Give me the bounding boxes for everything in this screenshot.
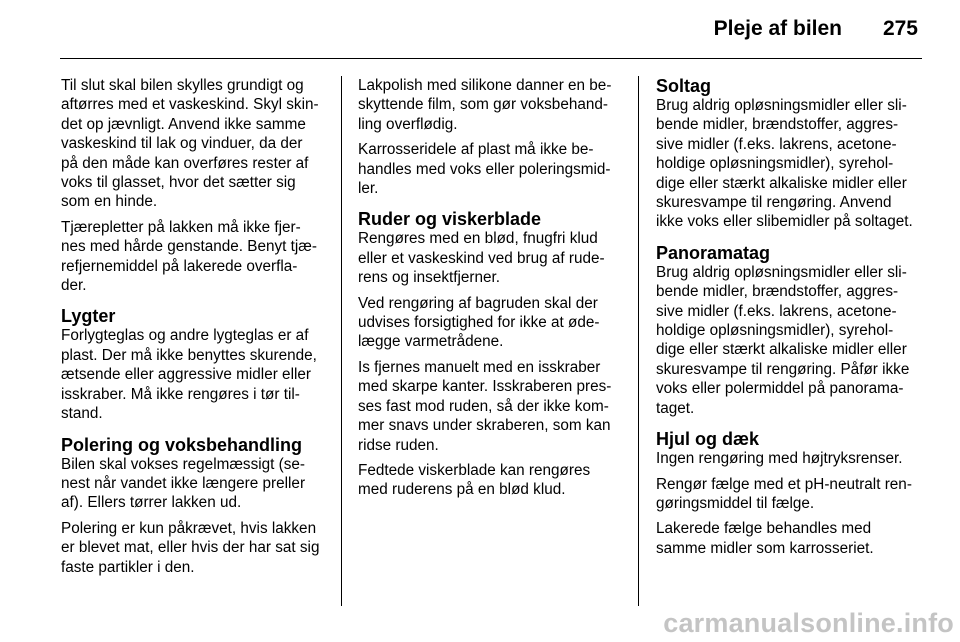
- text-line: Lakerede fælge behandles med: [656, 520, 872, 538]
- text-line: dige eller stærkt alkaliske midler eller: [656, 341, 907, 359]
- text-line: er blevet mat, eller hvis der har sat sig: [61, 539, 320, 557]
- text-line: sive midler (f.eks. lakrens, acetone-: [656, 302, 897, 320]
- text-line: med skarpe kanter. Isskraberen pres-: [358, 378, 612, 396]
- section-heading: Lygter: [61, 306, 116, 327]
- paragraph: [61, 76, 329, 212]
- paragraph: [358, 294, 625, 352]
- section-heading: Ruder og viskerblade: [358, 209, 542, 230]
- text-line: med ruderens på en blød klud.: [358, 481, 566, 499]
- text-line: bende midler, brændstoffer, aggres-: [656, 116, 899, 134]
- text-line: vaskeskind til lak og vinduer, da der: [61, 135, 303, 153]
- section-heading: Panoramatag: [656, 242, 771, 263]
- text-line: Bilen skal vokses regelmæssigt (se-: [61, 455, 305, 473]
- section-heading: Hjul og dæk: [656, 429, 759, 450]
- paragraph: [61, 519, 329, 577]
- paragraph: [61, 455, 329, 513]
- text-line: Til slut skal bilen skylles grundigt og: [61, 77, 304, 94]
- text-line: ler.: [358, 180, 379, 198]
- text-line: rens og insektfjerner.: [358, 269, 500, 287]
- text-line: Fedtede viskerblade kan rengøres: [358, 461, 591, 479]
- text-line: plast. Der må ikke benyttes skurende,: [61, 346, 317, 364]
- text-line: stand.: [61, 405, 103, 423]
- text-line: Ved rengøring af bagruden skal der: [358, 294, 598, 312]
- text-line: taget.: [656, 399, 695, 417]
- text-line: holdige opløsningsmidler), syrehol-: [656, 155, 894, 173]
- text-line: sive midler (f.eks. lakrens, acetone-: [656, 135, 897, 153]
- text-line: Lakpolish med silikone danner en be-: [358, 77, 612, 94]
- section-heading: Polering og voksbehandling: [61, 434, 303, 455]
- text-line: Karrosseridele af plast må ikke be-: [358, 141, 594, 159]
- text-line: som en hinde.: [61, 193, 158, 211]
- text-line: Brug aldrig opløsningsmidler eller sli-: [656, 97, 907, 114]
- text-line: nes med hårde genstande. Benyt tjæ-: [61, 238, 317, 256]
- text-line: ætsende eller aggressive midler eller: [61, 366, 311, 384]
- column-2: [358, 76, 625, 506]
- text-line: eller et vaskeskind ved brug af rude-: [358, 249, 605, 267]
- text-line: af). Ellers tørrer lakken ud.: [61, 494, 242, 512]
- text-line: Tjærepletter på lakken må ikke fjer-: [61, 218, 301, 236]
- text-line: nest når vandet ikke længere preller: [61, 474, 306, 492]
- text-line: ikke voks eller slibemidler på soltaget.: [656, 213, 913, 231]
- text-line: aftørres med et vaskeskind. Skyl skin-: [61, 96, 319, 114]
- paragraph: [358, 358, 625, 455]
- text-line: voks eller polermiddel på panorama-: [656, 380, 904, 398]
- page-number: 275: [882, 17, 918, 40]
- text-line: skuresvampe til rengøring. Anvend: [656, 194, 892, 212]
- column-divider-2: [638, 76, 639, 606]
- paragraph: [656, 96, 924, 232]
- header-divider: [60, 58, 922, 59]
- text-line: Rengør fælge med et pH-neutralt ren-: [656, 475, 912, 493]
- text-line: holdige opløsningsmidler), syrehol-: [656, 322, 894, 340]
- text-line: Ingen rengøring med højtryksrenser.: [656, 450, 903, 468]
- paragraph: [358, 461, 625, 500]
- column-divider-1: [341, 76, 342, 606]
- text-line: det op jævnligt. Anvend ikke samme: [61, 115, 306, 133]
- text-line: gøringsmiddel til fælge.: [656, 494, 815, 512]
- text-line: mer snavs under skraberen, som kan: [358, 417, 611, 435]
- text-line: dige eller stærkt alkaliske midler eller: [656, 174, 907, 192]
- text-line: Is fjernes manuelt med en isskraber: [358, 358, 601, 376]
- text-line: på den måde kan overføres rester af: [61, 154, 309, 172]
- column-1: [61, 76, 329, 583]
- text-line: ridse ruden.: [358, 436, 439, 454]
- text-line: voks til glasset, hvor det sætter sig: [61, 174, 296, 192]
- watermark: carmanualsonline.info: [663, 608, 954, 638]
- text-line: isskraber. Må ikke rengøres i tør til-: [61, 385, 300, 403]
- text-line: lægge varmetrådene.: [358, 333, 504, 351]
- paragraph: [656, 519, 924, 558]
- paragraph: [61, 218, 329, 296]
- text-line: handles med voks eller poleringsmid-: [358, 160, 611, 178]
- paragraph: [61, 326, 329, 423]
- paragraph: [656, 475, 924, 514]
- paragraph: [656, 449, 924, 468]
- text-line: samme midler som karrosseriet.: [656, 539, 874, 557]
- text-line: bende midler, brændstoffer, aggres-: [656, 283, 899, 301]
- text-line: skyttende film, som gør voksbehand-: [358, 96, 608, 114]
- page-title: Pleje af bilen: [713, 17, 842, 40]
- text-line: Forlygteglas og andre lygteglas er af: [61, 327, 309, 345]
- column-3: [656, 76, 924, 564]
- text-line: ses fast mod ruden, så der ikke kom-: [358, 397, 609, 415]
- paragraph: [358, 76, 625, 134]
- section-heading: Soltag: [656, 76, 712, 96]
- paragraph: [656, 263, 924, 418]
- paragraph: [358, 229, 625, 287]
- paragraph: [358, 140, 625, 198]
- text-line: der.: [61, 277, 87, 295]
- text-line: udvises forsigtighed for ikke at øde-: [358, 314, 600, 332]
- text-line: refjernemiddel på lakerede overfla-: [61, 257, 298, 275]
- text-line: ling overflødig.: [358, 115, 458, 133]
- text-line: faste partikler i den.: [61, 558, 195, 576]
- text-line: Polering er kun påkrævet, hvis lakken: [61, 519, 317, 537]
- text-line: Rengøres med en blød, fnugfri klud: [358, 230, 598, 248]
- text-line: Brug aldrig opløsningsmidler eller sli-: [656, 263, 907, 281]
- text-line: skuresvampe til rengøring. Påfør ikke: [656, 360, 910, 378]
